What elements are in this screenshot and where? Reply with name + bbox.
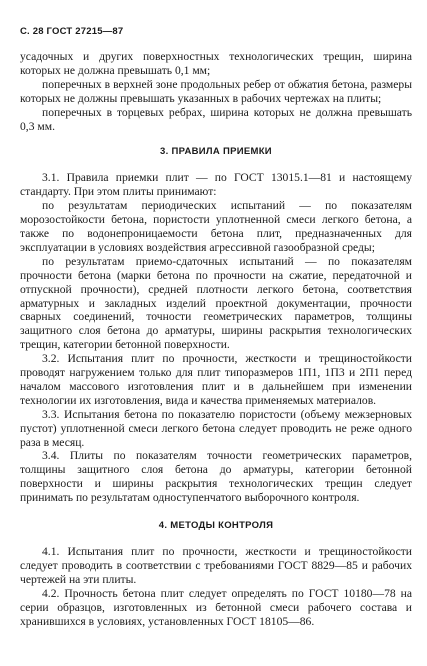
page-header: С. 28 ГОСТ 27215—87 <box>20 26 124 37</box>
document-body <box>20 50 412 628</box>
paragraph-3-1-acceptance: по результатам приемо-сдаточных испытаний — по показателям прочности бетона (марки бетона по прочности на сжатие, передаточной и отпускной прочности), средней плотности легкого бетона, соответствия арматурных и закладных изделий проектной документации, прочности сварных соединений, точности геометрических параметров, толщины защитного слоя бетона до арматуры, ширины раскрытия технологических трещин, категории бетонной поверхности. <box>20 254 412 352</box>
paragraph-4-1: 4.1. Испытания плит по прочности, жесткости и трещиностойкости следует проводить в соответствии с требованиями ГОСТ 8829—85 и рабочих чертежей на эти плиты. <box>20 545 412 586</box>
paragraph-4-2: 4.2. Прочность бетона плит следует определять по ГОСТ 10180—78 на серии образцов, изготовленных из бетонной смеси рабочего состава и хранившихся в условиях, установленных ГОСТ 18105—86. <box>20 586 412 628</box>
section-3-heading: 3. ПРАВИЛА ПРИЕМКИ <box>160 146 272 158</box>
paragraph-3-4: 3.4. Плиты по показателям точности геометрических параметров, толщины защитного слоя бетона до арматуры, категории бетонной поверхности и ширины раскрытия технологических трещин следует принимать по результатам одноступенчатого выборочного контроля. <box>20 449 412 505</box>
paragraph-3-1: 3.1. Правила приемки плит — по ГОСТ 13015.1—81 и настоящему стандарту. При этом плиты принимают: <box>20 171 412 199</box>
intro-paragraph: усадочных и других поверхностных технологических трещин, ширина которых не должна превышать 0,1 мм; <box>20 50 412 77</box>
intro-paragraph: поперечных в торцевых ребрах, ширина которых не должна превышать 0,3 мм. <box>20 105 412 133</box>
paragraph-3-1-periodic: по результатам периодических испытаний — по показателям морозостойкости бетона, пористости уплотненной смеси легкого бетона, а также по водонепроницаемости бетона плит, предназначенных для эксплуатации в условиях воздействия агрессивной газообразной среды; <box>20 199 412 254</box>
section-4-heading: 4. МЕТОДЫ КОНТРОЛЯ <box>158 520 274 532</box>
paragraph-3-3: 3.3. Испытания бетона по показателю пористости (объему межзерновых пустот) уплотненной смеси легкого бетона следует проводить не реже одного раза в месяц. <box>20 407 412 449</box>
intro-paragraph: поперечных в верхней зоне продольных ребер от обжатия бетона, размеры которых не должны превышать указанных в рабочих чертежах на плиты; <box>20 77 412 105</box>
paragraph-3-2: 3.2. Испытания плит по прочности, жесткости и трещиностойкости проводят нагружением только для плит типоразмеров 1П1, 1П3 и 2П1 перед началом массового изготовления плит и в дальнейшем при изменении технологии их изготовления, вида и качества применяемых материалов. <box>20 352 412 407</box>
